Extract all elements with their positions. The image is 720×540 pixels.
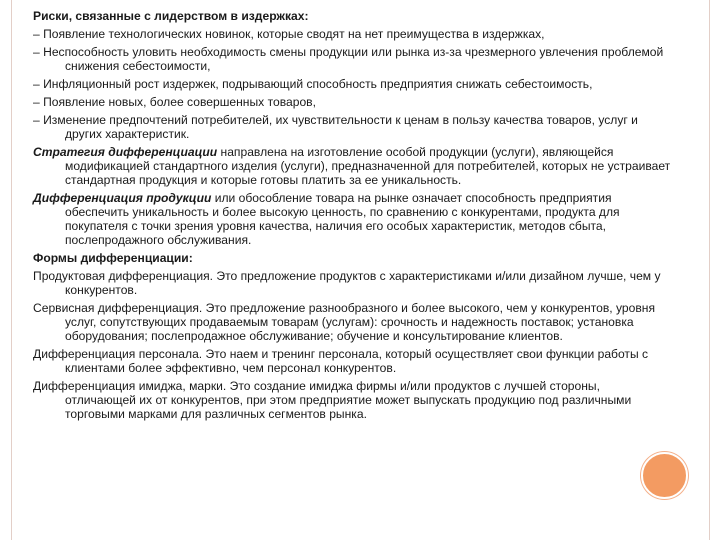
slide-content bbox=[33, 9, 673, 425]
strategy-text: направлена на изготовление особой продукции (услуги), являющейся модификацией стандартного изделия (услуги), предназначенной для потребителей, которых не устраивает стандартная продукция и которые готовы платить за ее уникальность. bbox=[65, 145, 671, 187]
forms-heading: Формы дифференциации: bbox=[33, 251, 193, 265]
risk-item: – Неспособность уловить необходимость смены продукции или рынка из-за чрезмерного увлечения проблемой снижения себестоимости, bbox=[33, 45, 664, 73]
risk-item: – Появление технологических новинок, которые сводят на нет преимущества в издержках, bbox=[33, 27, 545, 41]
form-item: Дифференциация имиджа, марки. Это создание имиджа фирмы и/или продуктов с лучшей стороны, отличающей их от конкурентов, при этом предприятие может выпускать продукцию под различными торговыми марками для различных сегментов рынка. bbox=[33, 379, 632, 421]
strategy-term: Стратегия дифференциации bbox=[33, 145, 218, 159]
form-item: Продуктовая дифференциация. Это предложение продуктов с характеристиками и/или дизайном лучше, чем у конкурентов. bbox=[33, 269, 661, 297]
risk-item: – Изменение предпочтений потребителей, их чувствительности к ценам в пользу качества товаров, услуг и других характеристик. bbox=[33, 113, 638, 141]
product-diff-paragraph bbox=[33, 191, 673, 247]
form-item: Сервисная дифференциация. Это предложение разнообразного и более высокого, чем у конкурентов, уровня услуг, сопутствующих продаваемым товарам (услугам): срочность и надежность поставок; установка оборудования; послепродажное обслуживание; обучение и консультирование клиентов. bbox=[33, 301, 656, 343]
risk-item: – Инфляционный рост издержек, подрывающий способность предприятия снижать себестоимость, bbox=[33, 77, 593, 91]
product-diff-text: или обособление товара на рынке означает способность предприятия обеспечить уникальность и более высокую ценность, по сравнению с конкурентами, продукта для покупателя с точки зрения уровня качества, наличия его особых характеристик, методов сбыта, послепродажного обслуживания. bbox=[65, 191, 620, 247]
decorative-circle bbox=[641, 452, 688, 499]
form-item: Дифференциация персонала. Это наем и тренинг персонала, который осуществляет свои функции работы с клиентами более эффективно, чем персонал конкурентов. bbox=[33, 347, 649, 375]
risk-item: – Появление новых, более совершенных товаров, bbox=[33, 95, 316, 109]
strategy-paragraph bbox=[33, 145, 673, 187]
risks-heading: Риски, связанные с лидерством в издержках: bbox=[33, 9, 309, 23]
product-diff-term: Дифференциация продукции bbox=[33, 191, 212, 205]
